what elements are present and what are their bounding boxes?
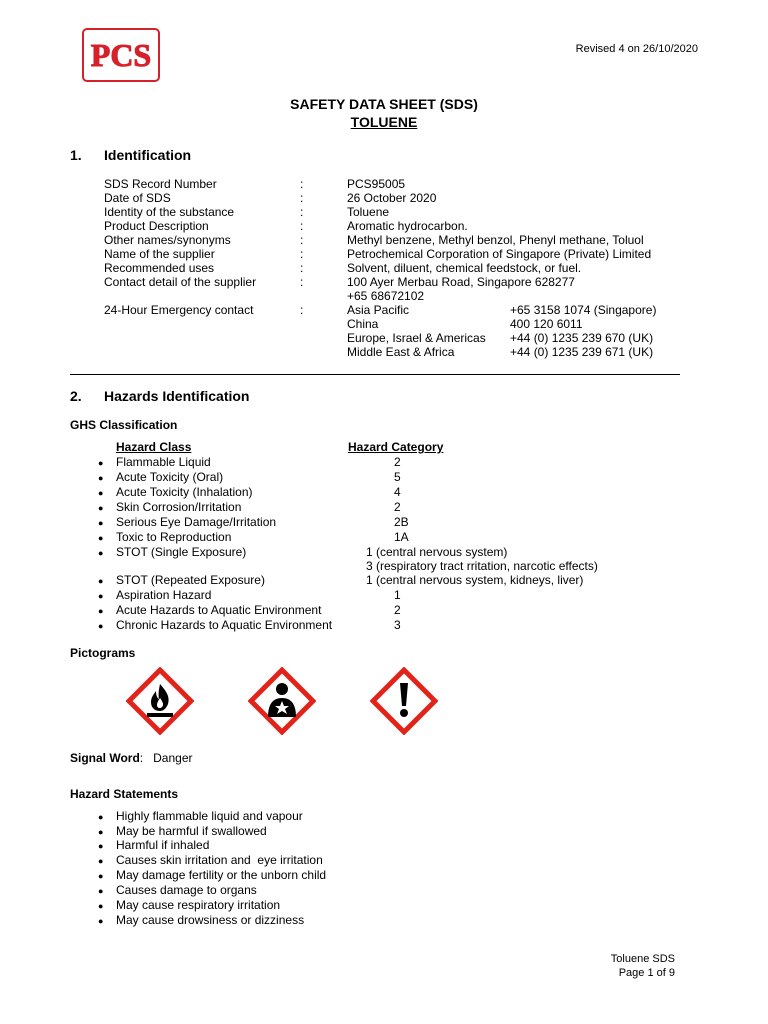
section-2-heading: Hazards Identification [104, 388, 250, 404]
bullet-icon: ● [98, 458, 104, 468]
id-value: Methyl benzene, Methyl benzol, Phenyl methane, Toluol [347, 233, 644, 247]
section-1-heading: Identification [104, 147, 192, 163]
signal-word-value: Danger [153, 751, 193, 765]
hazard-statements-heading: Hazard Statements [70, 787, 179, 801]
company-logo [82, 28, 160, 82]
hazard-class: Flammable Liquid [116, 455, 211, 469]
bullet-icon: ● [98, 591, 104, 601]
id-value: Petrochemical Corporation of Singapore (Private) Limited [347, 247, 652, 261]
hazard-class: STOT (Single Exposure) [116, 545, 247, 559]
hazard-statement: Highly flammable liquid and vapour [116, 809, 303, 823]
id-colon: : [300, 219, 304, 233]
flame-icon [126, 667, 194, 735]
id-colon: : [300, 191, 304, 205]
hazard-statement: Causes skin irritation and eye irritation [116, 853, 323, 867]
emergency-region: Asia Pacific [347, 303, 410, 317]
hazard-class: Chronic Hazards to Aquatic Environment [116, 618, 333, 632]
emergency-region: Middle East & Africa [347, 345, 455, 359]
bullet-icon: ● [98, 473, 104, 483]
hazard-category: 1 (central nervous system, kidneys, liver) [366, 573, 584, 587]
id-colon: : [300, 247, 304, 261]
emergency-number: +65 3158 1074 (Singapore) [510, 303, 657, 317]
bullet-icon: ● [98, 916, 104, 926]
emergency-label: 24-Hour Emergency contact [104, 303, 254, 317]
exclamation-mark-icon [370, 667, 438, 735]
hazard-category: 3 (respiratory tract rritation, narcotic effects) [366, 559, 598, 573]
bullet-icon: ● [98, 606, 104, 616]
emergency-number: 400 120 6011 [510, 317, 583, 331]
pictograms-heading: Pictograms [70, 646, 136, 660]
bullet-icon: ● [98, 503, 104, 513]
hazard-statement: Causes damage to organs [116, 883, 257, 897]
bullet-icon: ● [98, 621, 104, 631]
hazard-statement: May damage fertility or the unborn child [116, 868, 327, 882]
id-value: PCS95005 [347, 177, 406, 191]
bullet-icon: ● [98, 518, 104, 528]
id-value: Aromatic hydrocarbon. [347, 219, 468, 233]
signal-word-line [70, 751, 193, 765]
signal-word-colon: : [139, 751, 144, 765]
hazard-statement: May cause drowsiness or dizziness [116, 913, 305, 927]
ghs-heading: GHS Classification [70, 418, 178, 432]
id-colon: : [300, 303, 304, 317]
logo-text: PCS [90, 37, 152, 73]
hazard-class-header: Hazard Class [116, 440, 192, 454]
id-label: Identity of the substance [104, 205, 235, 219]
id-label: Date of SDS [104, 191, 171, 205]
hazard-category: 1A [394, 530, 409, 544]
hazard-class: Acute Hazards to Aquatic Environment [116, 603, 322, 617]
bullet-icon: ● [98, 886, 104, 896]
hazard-class: Acute Toxicity (Oral) [116, 470, 224, 484]
section-divider [70, 374, 680, 375]
hazard-category: 4 [394, 485, 401, 499]
hazard-class: Skin Corrosion/Irritation [116, 500, 242, 514]
hazard-class: STOT (Repeated Exposure) [116, 573, 265, 587]
id-value: Solvent, diluent, chemical feedstock, or fuel. [347, 261, 582, 275]
hazard-class: Acute Toxicity (Inhalation) [116, 485, 253, 499]
hazard-class: Aspiration Hazard [116, 588, 212, 602]
bullet-icon: ● [98, 548, 104, 558]
hazard-category: 2B [394, 515, 409, 529]
hazard-category: 5 [394, 470, 401, 484]
hazard-category: 2 [394, 455, 401, 469]
id-colon: : [300, 275, 304, 289]
id-colon: : [300, 177, 304, 191]
id-value: 100 Ayer Merbau Road, Singapore 628277 [347, 275, 575, 289]
document-title: SAFETY DATA SHEET (SDS) [290, 96, 478, 112]
hazard-statement: May cause respiratory irritation [116, 898, 281, 912]
substance-title: TOLUENE [350, 114, 418, 130]
section-2-number: 2. [70, 388, 82, 404]
bullet-icon: ● [98, 827, 104, 837]
hazard-category: 3 [394, 618, 401, 632]
bullet-icon: ● [98, 856, 104, 866]
bullet-icon: ● [98, 812, 104, 822]
emergency-number: +44 (0) 1235 239 670 (UK) [510, 331, 654, 345]
section-1-number: 1. [70, 147, 82, 163]
bullet-icon: ● [98, 841, 104, 851]
emergency-number: +44 (0) 1235 239 671 (UK) [510, 345, 654, 359]
hazard-category: 1 [394, 588, 401, 602]
emergency-region: Europe, Israel & Americas [347, 331, 486, 345]
supplier-phone: +65 68672102 [347, 289, 425, 303]
bullet-icon: ● [98, 871, 104, 881]
bullet-icon: ● [98, 576, 104, 586]
hazard-class: Serious Eye Damage/Irritation [116, 515, 277, 529]
revision-note: Revised 4 on 26/10/2020 [575, 43, 698, 55]
health-hazard-icon [248, 667, 316, 735]
id-colon: : [300, 233, 304, 247]
bullet-icon: ● [98, 533, 104, 543]
id-value: Toluene [347, 205, 390, 219]
id-label: Recommended uses [104, 261, 215, 275]
hazard-category-header: Hazard Category [348, 440, 444, 454]
emergency-region: China [347, 317, 379, 331]
bullet-icon: ● [98, 488, 104, 498]
hazard-category: 2 [394, 500, 401, 514]
id-colon: : [300, 261, 304, 275]
id-colon: : [300, 205, 304, 219]
id-value: 26 October 2020 [347, 191, 437, 205]
footer-doc-name: Toluene SDS [610, 953, 675, 965]
bullet-icon: ● [98, 901, 104, 911]
hazard-category: 2 [394, 603, 401, 617]
hazard-statement: May be harmful if swallowed [116, 824, 267, 838]
id-label: Contact detail of the supplier [104, 275, 257, 289]
hazard-class: Toxic to Reproduction [116, 530, 232, 544]
id-label: Other names/synonyms [104, 233, 231, 247]
footer-page-number: Page 1 of 9 [618, 967, 675, 979]
id-label: SDS Record Number [104, 177, 217, 191]
hazard-category: 1 (central nervous system) [366, 545, 508, 559]
signal-word-label: Signal Word [70, 751, 140, 765]
hazard-statement: Harmful if inhaled [116, 838, 210, 852]
id-label: Name of the supplier [104, 247, 215, 261]
id-label: Product Description [104, 219, 209, 233]
